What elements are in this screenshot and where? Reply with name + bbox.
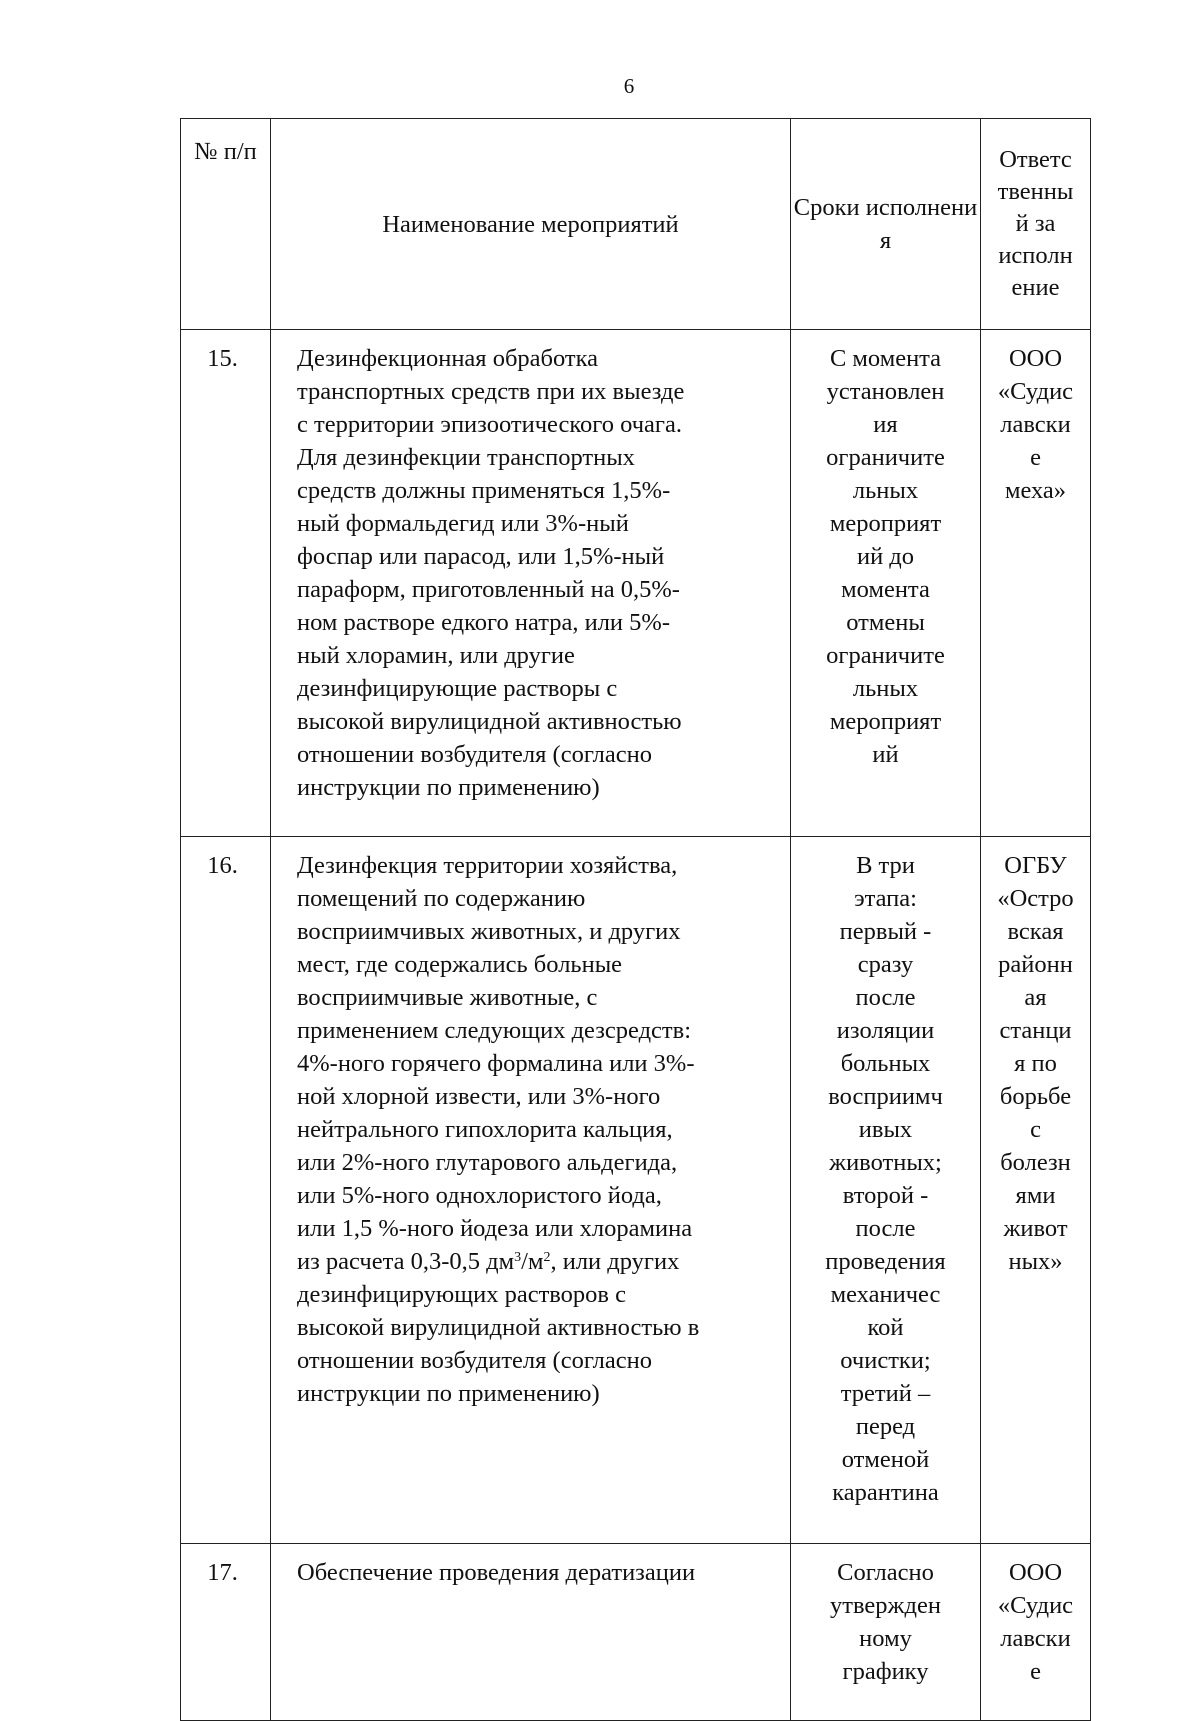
text-line: дезинфицирующих растворов с	[297, 1281, 627, 1308]
text-line: инструкции по применению)	[297, 774, 600, 801]
measure-responsible	[981, 330, 1091, 837]
table-row	[181, 837, 1091, 1544]
text-line: нейтрального гипохлорита кальция,	[297, 1116, 673, 1143]
text-line: Дезинфекция территории хозяйства,	[297, 852, 678, 879]
text-line: ия	[873, 411, 898, 438]
text-line: Дезинфекционная обработка	[297, 345, 599, 372]
text-line: лавски	[1000, 1625, 1071, 1652]
measure-name	[271, 837, 791, 1544]
text-line: транспортных средств при их выезде	[297, 378, 685, 405]
table-row	[181, 330, 1091, 837]
text-line: ОГБУ	[1004, 852, 1067, 879]
text-line: «Судис	[997, 378, 1074, 405]
text-line: ая	[1024, 984, 1047, 1011]
text-line: параформ, приготовленный на 0,5%-	[297, 576, 680, 603]
text-line: ООО	[1008, 345, 1063, 372]
text-line: ями	[1015, 1182, 1056, 1209]
text-line: «Остро	[997, 885, 1074, 912]
text-line: мест, где содержались больные	[297, 951, 623, 978]
text-line: вская	[1007, 918, 1064, 945]
measure-name-lines	[297, 849, 772, 1245]
text-line: ий до	[856, 543, 915, 570]
text-line: ивых	[858, 1116, 913, 1143]
measure-responsible	[981, 837, 1091, 1544]
text-line: ООО	[1008, 1559, 1063, 1586]
text-line: или 1,5 %-ного йодеза или хлорамина	[297, 1215, 693, 1242]
text-line: льных	[852, 675, 919, 702]
text-line: 4%-ного горячего формалина или 3%-	[297, 1050, 695, 1077]
text-line: фоспар или парасод, или 1,5%-ный	[297, 543, 665, 570]
text-line: отношении возбудителя (согласно	[297, 741, 652, 768]
text-line: перед	[855, 1413, 916, 1440]
measure-name	[271, 1544, 791, 1721]
measure-responsible	[981, 1544, 1091, 1721]
text-line: помещений по содержанию	[297, 885, 586, 912]
table-row	[181, 1544, 1091, 1721]
text-line: В три	[856, 852, 915, 879]
text-line: высокой вирулицидной активностью в	[297, 1314, 700, 1341]
text-line: больных	[840, 1050, 931, 1077]
text-line: установлен	[826, 378, 945, 405]
text-line: второй -	[842, 1182, 929, 1209]
text-line: с	[1030, 1116, 1041, 1143]
row-number: 15.	[181, 330, 271, 837]
text-line: станци	[999, 1017, 1072, 1044]
header-term: Сроки исполнени я	[791, 119, 981, 330]
text-line: лавски	[1000, 411, 1071, 438]
text-line: мероприят	[829, 708, 942, 735]
text-line: проведения	[825, 1248, 946, 1275]
text-line: или 2%-ного глутарового альдегида,	[297, 1149, 678, 1176]
header-name: Наименование мероприятий	[271, 119, 791, 330]
text-line: е	[1030, 1658, 1041, 1685]
text-line: утвержден	[830, 1592, 941, 1619]
text-line: ий	[872, 741, 899, 768]
text-line: ограничите	[826, 444, 945, 471]
text-line: этапа:	[854, 885, 917, 912]
row-number: 16.	[181, 837, 271, 1544]
text-line: ному	[859, 1625, 912, 1652]
formula-line: из расчета 0,3-0,5 $дм^3/м^2$, или других	[297, 1248, 680, 1275]
text-line: отмены	[846, 609, 925, 636]
text-line: «Судис	[997, 1592, 1074, 1619]
text-line: я по	[1014, 1050, 1057, 1077]
text-line: С момента	[829, 345, 942, 372]
text-line: карантина	[832, 1479, 939, 1506]
page-number: 6	[623, 74, 635, 98]
text-line: изоляции	[836, 1017, 935, 1044]
text-line: ной хлорной извести, или 3%-ного	[297, 1083, 661, 1110]
text-line: инструкции по применению)	[297, 1380, 600, 1407]
text-line: кой	[867, 1314, 904, 1341]
text-line: первый -	[839, 918, 932, 945]
text-line: болезн	[1000, 1149, 1071, 1176]
text-line: льных	[852, 477, 919, 504]
text-line: е	[1030, 444, 1041, 471]
text-line: отношении возбудителя (согласно	[297, 1347, 652, 1374]
text-line: ном растворе едкого натра, или 5%-	[297, 609, 670, 636]
text-line: с территории эпизоотического очага.	[297, 411, 682, 438]
text-line: третий –	[840, 1380, 931, 1407]
text-line: мероприят	[829, 510, 942, 537]
text-line: момента	[841, 576, 930, 603]
text-line: средств должны применяться 1,5%-	[297, 477, 671, 504]
text-line: или 5%-ного однохлористого йода,	[297, 1182, 662, 1209]
text-line: высокой вирулицидной активностью	[297, 708, 682, 735]
row-number: 17.	[181, 1544, 271, 1721]
text-line: Обеспечение проведения дератизации	[297, 1559, 696, 1586]
text-line: борьбе	[999, 1083, 1072, 1110]
text-line: ный хлорамин, или другие	[297, 642, 575, 669]
header-responsible: Ответс твенны й за исполн ение	[981, 119, 1091, 330]
text-line: применением следующих дезсредств:	[297, 1017, 691, 1044]
table-header-row	[181, 119, 1091, 330]
measure-term	[791, 1544, 981, 1721]
text-line: сразу	[857, 951, 914, 978]
text-line: очистки;	[840, 1347, 931, 1374]
measure-name-lines-after	[297, 1278, 772, 1410]
text-line: восприимчивых животных, и других	[297, 918, 681, 945]
text-line: районн	[998, 951, 1073, 978]
text-line: животных;	[829, 1149, 942, 1176]
text-line: меха»	[1004, 477, 1067, 504]
text-line: после	[855, 984, 916, 1011]
measure-term	[791, 330, 981, 837]
text-line: Согласно	[837, 1559, 934, 1586]
text-line: графику	[842, 1658, 929, 1685]
text-line: дезинфицирующие растворы с	[297, 675, 618, 702]
measure-name	[271, 330, 791, 837]
measure-term	[791, 837, 981, 1544]
text-line: ный формальдегид или 3%-ный	[297, 510, 629, 537]
text-line: восприимчивые животные, с	[297, 984, 598, 1011]
text-line: восприимч	[828, 1083, 943, 1110]
text-line: ограничите	[826, 642, 945, 669]
text-line: Для дезинфекции транспортных	[297, 444, 635, 471]
text-line: ных»	[1008, 1248, 1063, 1275]
measures-table	[180, 118, 1091, 1721]
text-line: после	[855, 1215, 916, 1242]
header-num: № п/п	[181, 119, 271, 330]
text-line: живот	[1003, 1215, 1068, 1242]
text-line: механичес	[830, 1281, 941, 1308]
text-line: отменой	[841, 1446, 930, 1473]
